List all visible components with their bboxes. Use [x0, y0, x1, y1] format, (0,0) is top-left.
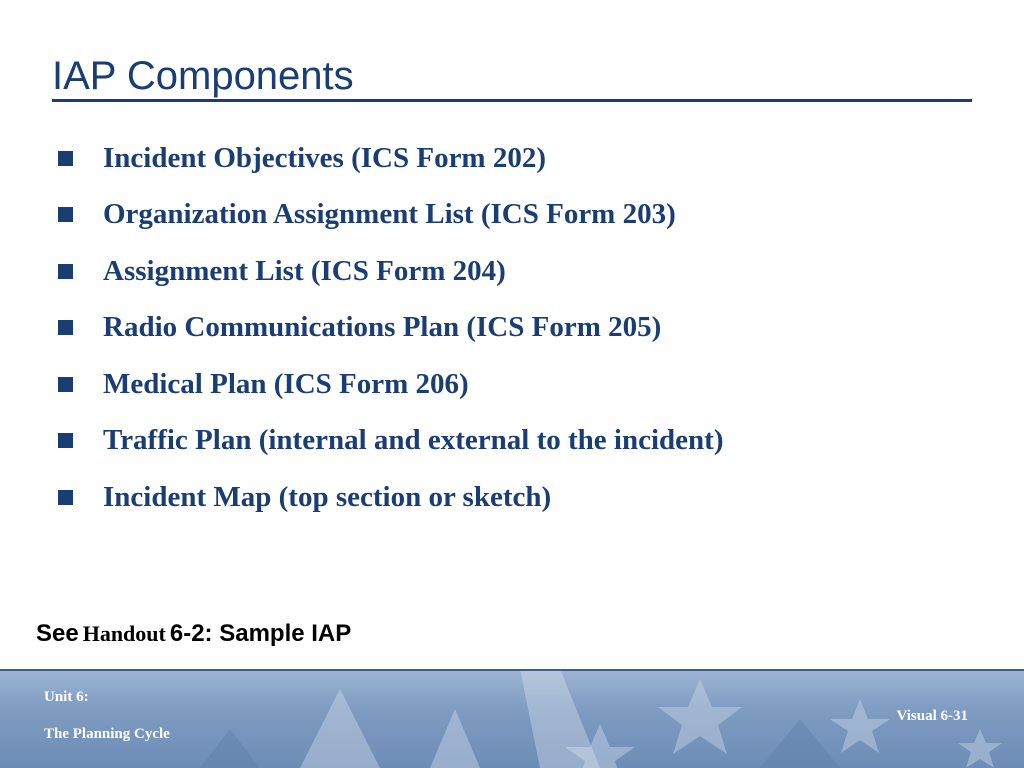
list-item	[58, 469, 723, 526]
footer-divider	[0, 669, 1024, 671]
bullet-text: Incident Map (top section or sketch)	[103, 480, 552, 513]
square-bullet-icon	[58, 207, 73, 222]
visual-number: Visual 6-31	[896, 708, 968, 724]
bullet-text: Medical Plan (ICS Form 206)	[103, 367, 469, 400]
square-bullet-icon	[58, 433, 73, 448]
square-bullet-icon	[58, 490, 73, 505]
bullet-text: Assignment List (ICS Form 204)	[103, 254, 506, 287]
square-bullet-icon	[58, 320, 73, 335]
list-item	[58, 356, 723, 413]
bullet-text: Incident Objectives (ICS Form 202)	[103, 141, 547, 174]
see-prefix: See	[36, 620, 79, 647]
footer-stars-decoration	[0, 669, 1024, 768]
list-item	[58, 187, 723, 244]
square-bullet-icon	[58, 377, 73, 392]
bullet-text: Organization Assignment List (ICS Form 203)	[103, 198, 676, 231]
handout-title: 6-2: Sample IAP	[169, 620, 352, 647]
bullet-text: Traffic Plan (internal and external to the incident)	[103, 424, 724, 457]
list-item	[58, 413, 723, 470]
slide-title: IAP Components	[52, 54, 354, 98]
square-bullet-icon	[58, 264, 73, 279]
unit-label: Unit 6:	[44, 689, 89, 705]
list-item	[58, 243, 723, 300]
unit-name: The Planning Cycle	[44, 726, 170, 742]
list-item	[58, 300, 723, 357]
bullet-text: Radio Communications Plan (ICS Form 205)	[103, 311, 662, 344]
bullet-list	[58, 130, 723, 526]
handout-word: Handout	[82, 621, 166, 646]
square-bullet-icon	[58, 151, 73, 166]
handout-reference	[36, 620, 351, 648]
list-item	[58, 130, 723, 187]
title-underline	[52, 99, 972, 102]
footer-banner	[0, 669, 1024, 768]
